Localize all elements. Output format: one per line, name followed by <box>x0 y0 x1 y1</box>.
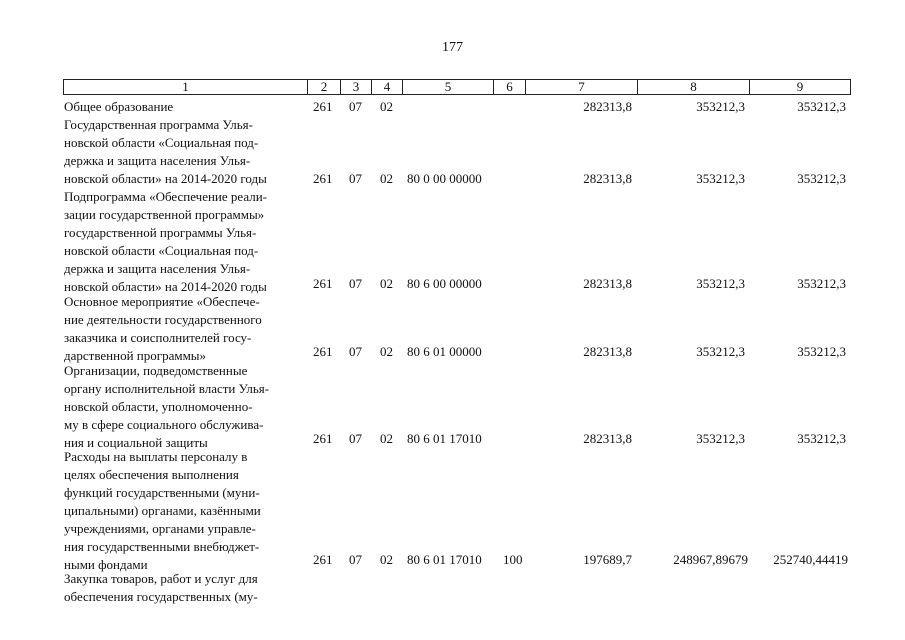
cell-c6: 100 <box>503 552 523 567</box>
cell-c8: 353212,3 <box>696 431 745 446</box>
description-line: новской области «Социальная под- <box>64 135 259 150</box>
description-line: Расходы на выплаты персоналу в <box>64 449 248 464</box>
description-line: держка и защита населения Улья- <box>64 261 251 276</box>
cell-c7: 282313,8 <box>583 99 632 114</box>
description-line: новской области «Социальная под- <box>64 243 259 258</box>
description-line: органу исполнительной власти Улья- <box>64 381 270 396</box>
cell-c3: 07 <box>349 344 362 359</box>
description-line: новской области» на 2014-2020 годы <box>64 279 267 294</box>
description-line: ния государственными внебюджет- <box>64 539 260 554</box>
cell-c8: 353212,3 <box>696 276 745 291</box>
cell-c9: 353212,3 <box>797 431 846 446</box>
page-number: 177 <box>442 40 463 55</box>
row-description <box>64 188 305 296</box>
header-col-1: 1 <box>63 79 308 95</box>
description-line: государственной программы Улья- <box>64 225 257 240</box>
cell-c3: 07 <box>349 276 362 291</box>
description-line: целях обеспечения выполнения <box>64 467 239 482</box>
cell-c3: 07 <box>349 171 362 186</box>
cell-c9: 353212,3 <box>797 344 846 359</box>
cell-c8: 353212,3 <box>696 344 745 359</box>
cell-c2: 261 <box>313 552 333 567</box>
cell-c3: 07 <box>349 431 362 446</box>
row-description <box>64 362 305 452</box>
cell-c2: 261 <box>313 344 333 359</box>
description-line: Государственная программа Улья- <box>64 117 253 132</box>
cell-c7: 282313,8 <box>583 276 632 291</box>
cell-c4: 02 <box>380 171 393 186</box>
row-description <box>64 293 305 365</box>
cell-c5: 80 0 00 00000 <box>407 171 482 186</box>
header-col-2: 2 <box>307 79 341 95</box>
header-col-3: 3 <box>340 79 372 95</box>
cell-c2: 261 <box>313 99 333 114</box>
cell-c3: 07 <box>349 99 362 114</box>
cell-c9: 353212,3 <box>797 171 846 186</box>
description-line: держка и защита населения Улья- <box>64 153 251 168</box>
description-line: ния и социальной защиты <box>64 435 208 450</box>
cell-c7: 197689,7 <box>583 552 632 567</box>
cell-c8: 353212,3 <box>696 99 745 114</box>
cell-c4: 02 <box>380 552 393 567</box>
cell-c8: 353212,3 <box>696 171 745 186</box>
cell-c7: 282313,8 <box>583 431 632 446</box>
row-description <box>64 570 305 606</box>
cell-c4: 02 <box>380 431 393 446</box>
cell-c2: 261 <box>313 171 333 186</box>
header-col-5: 5 <box>402 79 494 95</box>
header-col-9: 9 <box>749 79 851 95</box>
description-line: заказчика и соисполнителей госу- <box>64 330 252 345</box>
description-line: Организации, подведомственные <box>64 363 248 378</box>
cell-c9: 353212,3 <box>797 276 846 291</box>
row-description <box>64 116 305 188</box>
cell-c5: 80 6 01 00000 <box>407 344 482 359</box>
cell-c5: 80 6 01 17010 <box>407 431 482 446</box>
cell-c4: 02 <box>380 276 393 291</box>
header-col-8: 8 <box>637 79 750 95</box>
row-description <box>64 98 305 116</box>
cell-c2: 261 <box>313 431 333 446</box>
description-line: зации государственной программы» <box>64 207 265 222</box>
header-col-6: 6 <box>493 79 526 95</box>
description-line: му в сфере социального обслужива- <box>64 417 264 432</box>
cell-c5: 80 6 01 17010 <box>407 552 482 567</box>
description-line: дарственной программы» <box>64 348 207 363</box>
description-line: ципальными) органами, казёнными <box>64 503 261 518</box>
header-col-4: 4 <box>371 79 403 95</box>
cell-c2: 261 <box>313 276 333 291</box>
description-line: ными фондами <box>64 557 148 572</box>
cell-c7: 282313,8 <box>583 171 632 186</box>
description-line: обеспечения государственных (му- <box>64 589 258 604</box>
description-line: новской области» на 2014-2020 годы <box>64 171 267 186</box>
cell-c3: 07 <box>349 552 362 567</box>
description-line: ние деятельности государственного <box>64 312 262 327</box>
cell-c4: 02 <box>380 344 393 359</box>
cell-c5: 80 6 00 00000 <box>407 276 482 291</box>
cell-c9: 353212,3 <box>797 99 846 114</box>
description-line: Подпрограмма «Обеспечение реали- <box>64 189 267 204</box>
cell-c8: 248967,89679 <box>673 552 748 567</box>
header-col-7: 7 <box>525 79 638 95</box>
description-line: учреждениями, органами управле- <box>64 521 256 536</box>
cell-c4: 02 <box>380 99 393 114</box>
cell-c7: 282313,8 <box>583 344 632 359</box>
description-line: Общее образование <box>64 99 174 114</box>
cell-c9: 252740,44419 <box>773 552 848 567</box>
row-description <box>64 448 305 574</box>
description-line: функций государственными (муни- <box>64 485 260 500</box>
description-line: Закупка товаров, работ и услуг для <box>64 571 258 586</box>
description-line: Основное мероприятие «Обеспече- <box>64 294 260 309</box>
description-line: новской области, уполномоченно- <box>64 399 253 414</box>
